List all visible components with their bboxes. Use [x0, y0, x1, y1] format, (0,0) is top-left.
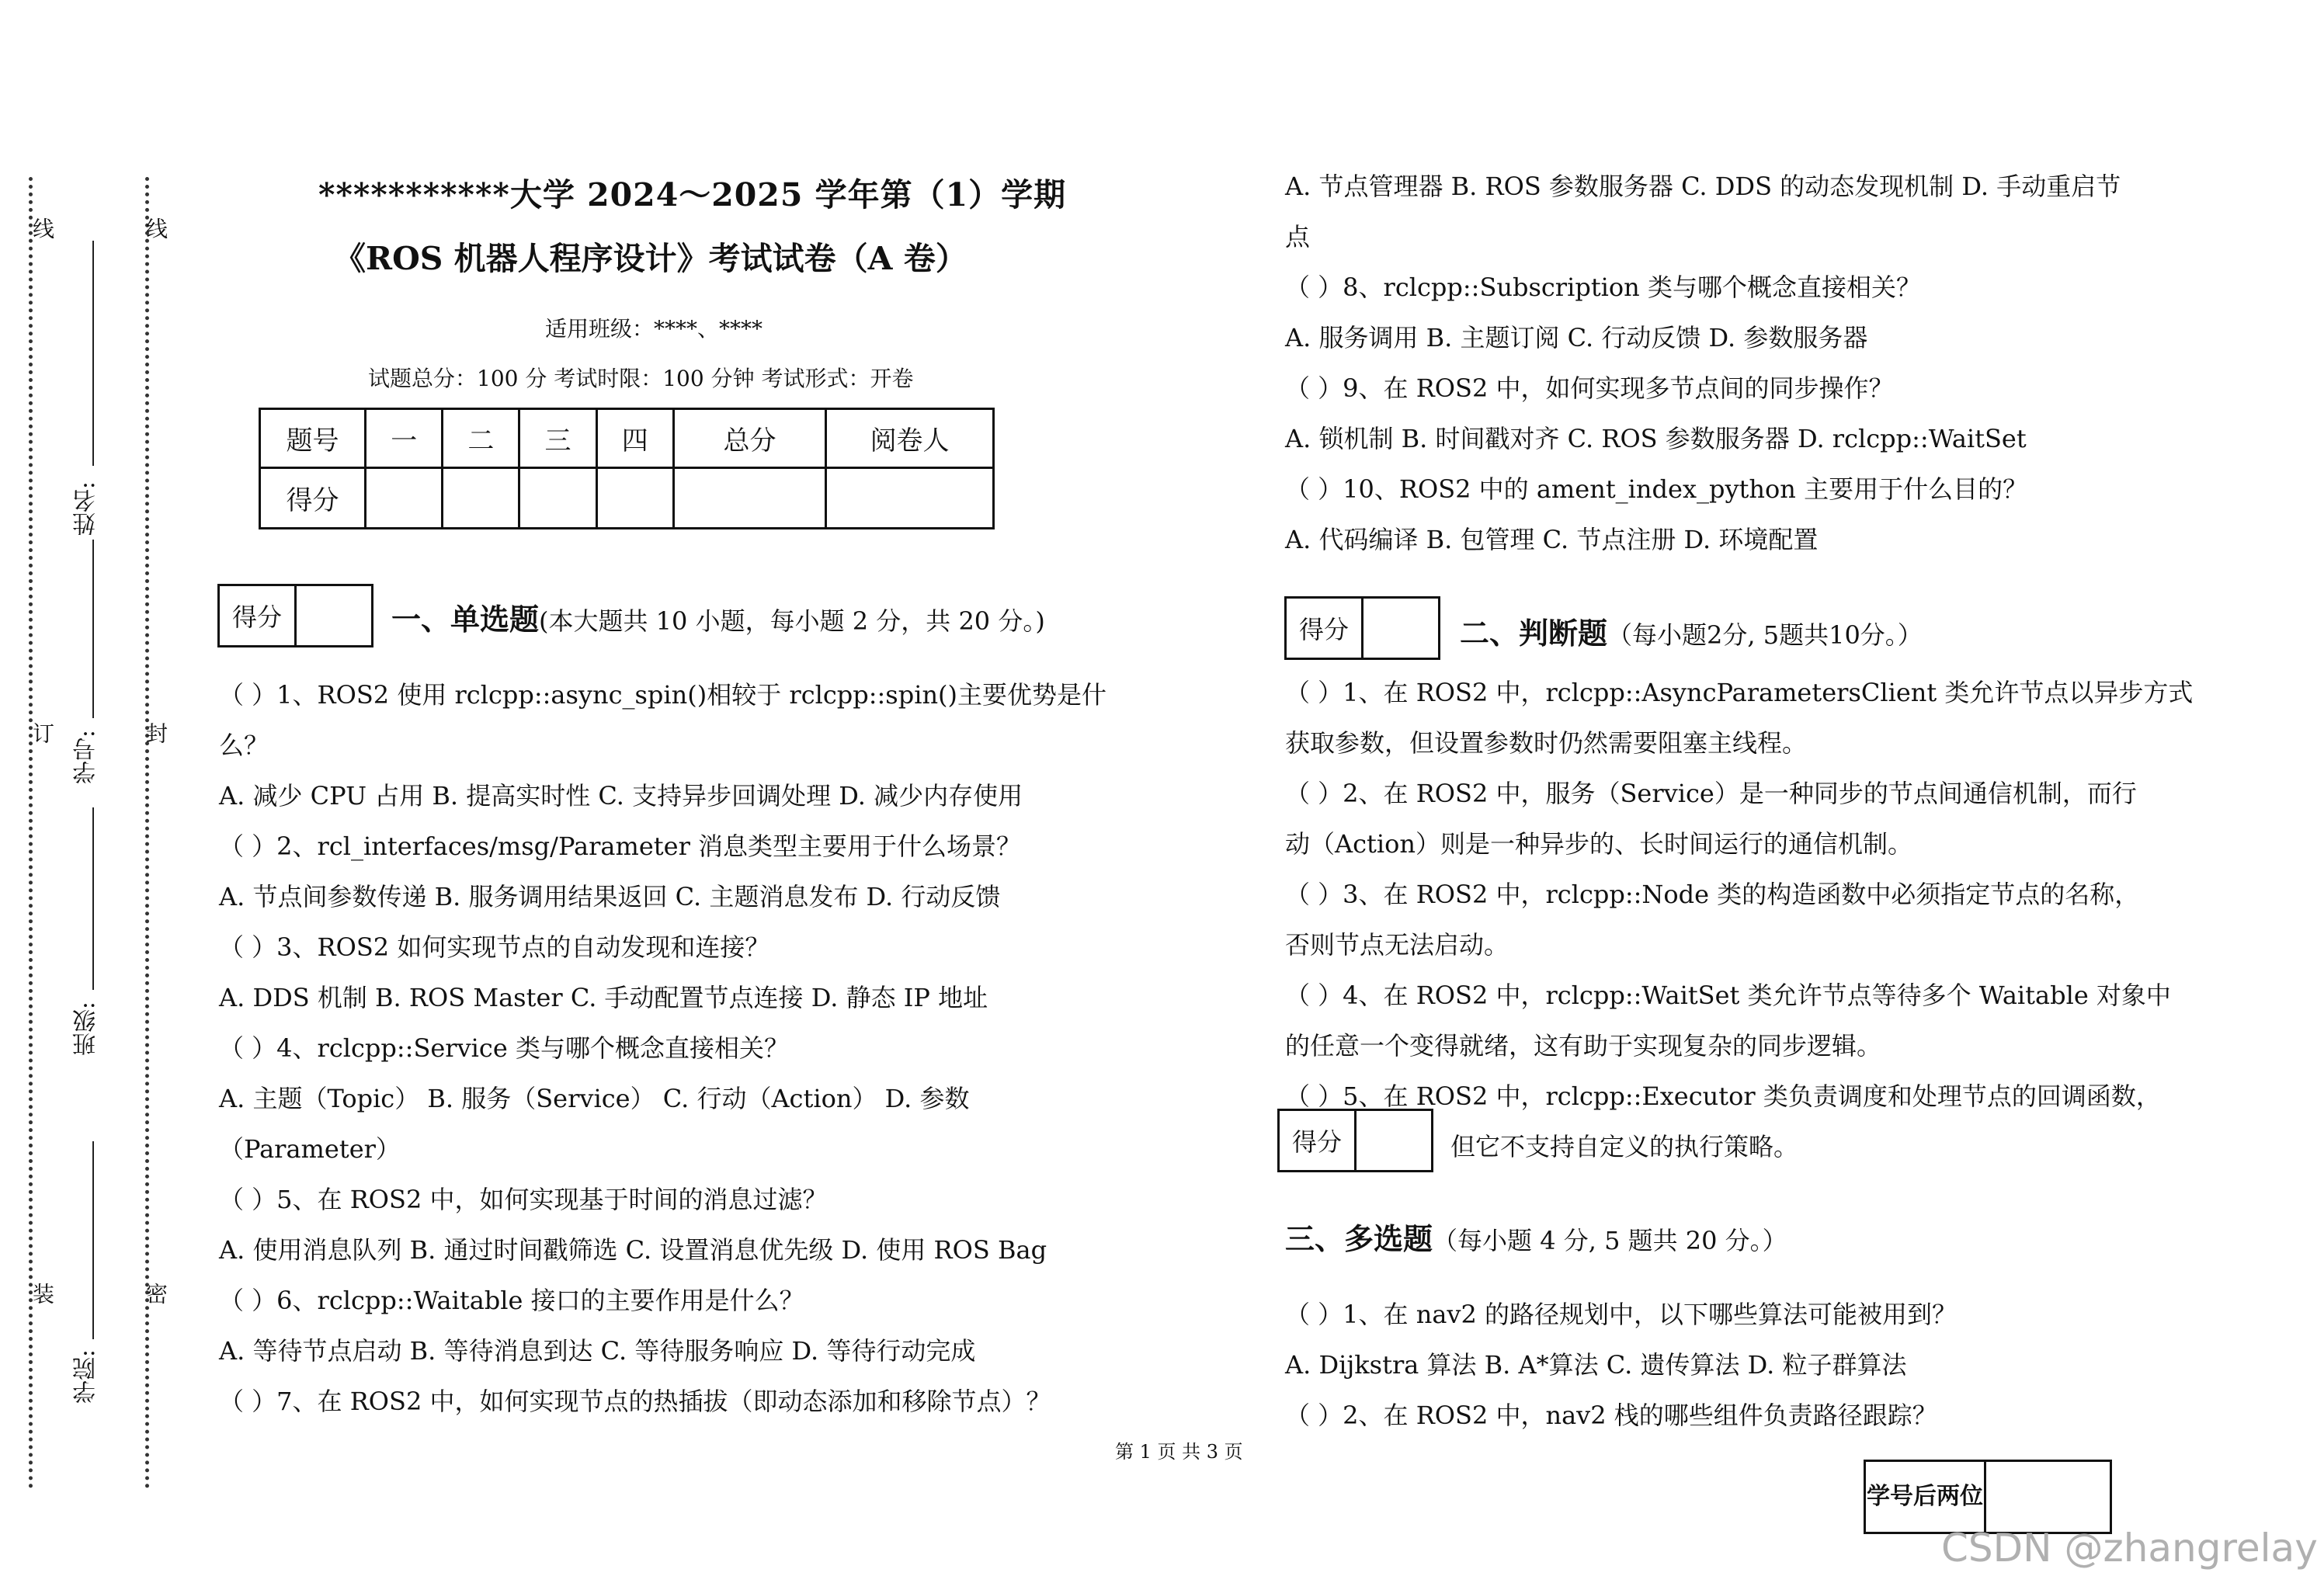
- exam-title-university: ***********大学 2024～2025 学年第（1）学期: [318, 176, 1067, 214]
- score-cell[interactable]: [596, 468, 673, 529]
- section3-title: 三、多选题: [1285, 1221, 1433, 1256]
- right-column-line: （ ）8、rclcpp::Subscription 类与哪个概念直接相关？: [1285, 273, 1921, 302]
- college-field-label: 学院:: [73, 1349, 100, 1404]
- margin-char-mi: 密: [143, 1283, 168, 1304]
- section2-line: （ ）5、在 ROS2 中，rclcpp::Executor 类负责调度和处理节点的回调函数，: [1285, 1081, 2161, 1111]
- student-id-last-two-box: [1864, 1460, 2112, 1534]
- section2-line: （ ）1、在 ROS2 中，rclcpp::AsyncParametersClient 类允许节点以异步方式: [1285, 678, 2194, 707]
- right-column-line: A. 代码编译 B. 包管理 C. 节点注册 D. 环境配置: [1285, 525, 1819, 554]
- right-column-line: 点: [1285, 222, 1311, 252]
- watermark: CSDN @zhangrelay: [1941, 1526, 2318, 1571]
- applicable-classes: 适用班级：****、****: [545, 316, 763, 342]
- section1-line: A. 节点间参数传递 B. 服务调用结果返回 C. 主题消息发布 D. 行动反馈: [219, 882, 1001, 911]
- section1-line: （Parameter）: [219, 1134, 401, 1164]
- score-box-label: 得分: [1287, 599, 1363, 658]
- section1-line: A. 主题（Topic） B. 服务（Service） C. 行动（Action） D. 参数: [219, 1084, 970, 1113]
- page-footer: 第 1 页 共 3 页: [1115, 1441, 1243, 1463]
- section1-line: （ ）4、rclcpp::Service 类与哪个概念直接相关？: [219, 1033, 789, 1063]
- score-table-row-label: 得分: [260, 468, 366, 529]
- margin-char-feng: 封: [143, 722, 168, 744]
- section2-line: 动（Action）则是一种异步的、长时间运行的通信机制。: [1285, 829, 1913, 859]
- section1-line: （ ）7、在 ROS2 中，如何实现节点的热插拔（即动态添加和移除节点）？: [219, 1387, 1051, 1416]
- score-cell[interactable]: [519, 468, 596, 529]
- name-field-line[interactable]: [92, 241, 94, 466]
- score-table-header: 二: [443, 409, 519, 468]
- score-table-header: 阅卷人: [826, 409, 994, 468]
- score-box-blank[interactable]: [297, 586, 371, 645]
- score-box-label: 得分: [220, 586, 297, 645]
- section1-line: （ ）1、ROS2 使用 rclcpp::async_spin()相较于 rclcpp::spin()主要优势是什: [219, 680, 1107, 710]
- section1-line: （ ）3、ROS2 如何实现节点的自动发现和连接？: [219, 932, 770, 962]
- margin-char-xian-outer: 线: [30, 217, 55, 239]
- section2-heading: [1460, 609, 1923, 652]
- section1-line: A. 等待节点启动 B. 等待消息到达 C. 等待服务响应 D. 等待行动完成: [219, 1336, 976, 1366]
- section3-heading: [1285, 1215, 1787, 1258]
- section3-line: A. Dijkstra 算法 B. A*算法 C. 遗传算法 D. 粒子群算法: [1285, 1350, 1907, 1380]
- right-column-line: A. 锁机制 B. 时间戳对齐 C. ROS 参数服务器 D. rclcpp::WaitSet: [1285, 424, 2027, 453]
- section1-line: A. 使用消息队列 B. 通过时间戳筛选 C. 设置消息优先级 D. 使用 ROS Bag: [219, 1235, 1047, 1265]
- score-cell[interactable]: [673, 468, 825, 529]
- score-cell[interactable]: [366, 468, 443, 529]
- right-column-line: A. 服务调用 B. 主题订阅 C. 行动反馈 D. 参数服务器: [1285, 323, 1868, 352]
- section1-line: 么？: [219, 731, 269, 760]
- section2-title: 二、判断题: [1460, 616, 1608, 651]
- exam-info: 试题总分：100 分 考试时限：100 分钟 考试形式：开卷: [368, 366, 914, 391]
- section3-line: （ ）1、在 nav2 的路径规划中，以下哪些算法可能被用到？: [1285, 1300, 1958, 1329]
- section2-line: （ ）3、在 ROS2 中，rclcpp::Node 类的构造函数中必须指定节点的名称，: [1285, 880, 2140, 909]
- name-field-label: 姓名:: [73, 481, 100, 536]
- section1-note: (本大题共 10 小题，每小题 2 分，共 20 分。): [539, 606, 1045, 636]
- section2-score-box: [1284, 596, 1440, 660]
- margin-char-ding: 订: [30, 722, 55, 744]
- score-box-blank[interactable]: [1363, 599, 1438, 658]
- student-id-field-label: 学号:: [73, 730, 100, 785]
- student-id-last-two-input[interactable]: [1986, 1462, 2110, 1532]
- section1-line: （ ）2、rcl_interfaces/msg/Parameter 消息类型主要用于什么场景？: [219, 831, 1022, 861]
- class-field-label: 班级:: [73, 1002, 100, 1057]
- section2-line: （ ）2、在 ROS2 中，服务（Service）是一种同步的节点间通信机制，而行: [1285, 779, 2137, 808]
- section2-line: 但它不支持自定义的执行策略。: [1450, 1132, 1799, 1161]
- score-summary-table: [259, 408, 995, 529]
- score-table-header: 题号: [260, 409, 366, 468]
- score-table-header: 三: [519, 409, 596, 468]
- section3-note: （每小题 4 分, 5 题共 20 分。）: [1433, 1226, 1787, 1255]
- score-table-header: 总分: [673, 409, 825, 468]
- section1-title: 一、单选题: [391, 602, 540, 637]
- score-cell[interactable]: [826, 468, 994, 529]
- section2-line: 的任意一个变得就绪，这有助于实现复杂的同步逻辑。: [1285, 1031, 1882, 1061]
- section3-score-box: [1277, 1109, 1433, 1172]
- section2-note: （每小题2分, 5题共10分。）: [1607, 620, 1923, 650]
- score-table-header: 一: [366, 409, 443, 468]
- section1-line: （ ）5、在 ROS2 中，如何实现基于时间的消息过滤？: [219, 1185, 828, 1214]
- section2-line: （ ）4、在 ROS2 中，rclcpp::WaitSet 类允许节点等待多个 Waitable 对象中: [1285, 981, 2171, 1010]
- section3-line: （ ）2、在 ROS2 中，nav2 栈的哪些组件负责路径跟踪？: [1285, 1401, 1937, 1430]
- section1-heading: [391, 595, 1045, 638]
- section1-line: A. DDS 机制 B. ROS Master C. 手动配置节点连接 D. 静态 IP 地址: [219, 983, 988, 1012]
- exam-title-course: 《ROS 机器人程序设计》考试试卷（A 卷）: [334, 240, 967, 277]
- margin-char-xian-inner: 线: [143, 217, 168, 239]
- class-field-line[interactable]: [92, 807, 94, 990]
- section2-line: 获取参数，但设置参数时仍然需要阻塞主线程。: [1285, 728, 1808, 758]
- student-id-last-two-label: 学号后两位: [1866, 1462, 1986, 1532]
- student-id-field-line[interactable]: [92, 540, 94, 718]
- margin-char-zhuang: 装: [30, 1283, 55, 1304]
- right-column-line: （ ）10、ROS2 中的 ament_index_python 主要用于什么目的？: [1285, 474, 2028, 504]
- right-column-line: （ ）9、在 ROS2 中，如何实现多节点间的同步操作？: [1285, 373, 1894, 403]
- score-cell[interactable]: [443, 468, 519, 529]
- section1-line: A. 减少 CPU 占用 B. 提高实时性 C. 支持异步回调处理 D. 减少内存使用: [219, 781, 1023, 811]
- college-field-line[interactable]: [92, 1141, 94, 1339]
- right-column-line: A. 节点管理器 B. ROS 参数服务器 C. DDS 的动态发现机制 D. 手动重启节: [1285, 172, 2121, 201]
- score-table-header: 四: [596, 409, 673, 468]
- section2-line: 否则节点无法启动。: [1285, 930, 1509, 960]
- score-box-label: 得分: [1280, 1111, 1357, 1170]
- score-box-blank[interactable]: [1357, 1111, 1431, 1170]
- section1-line: （ ）6、rclcpp::Waitable 接口的主要作用是什么？: [219, 1286, 804, 1315]
- section1-score-box: [217, 584, 373, 647]
